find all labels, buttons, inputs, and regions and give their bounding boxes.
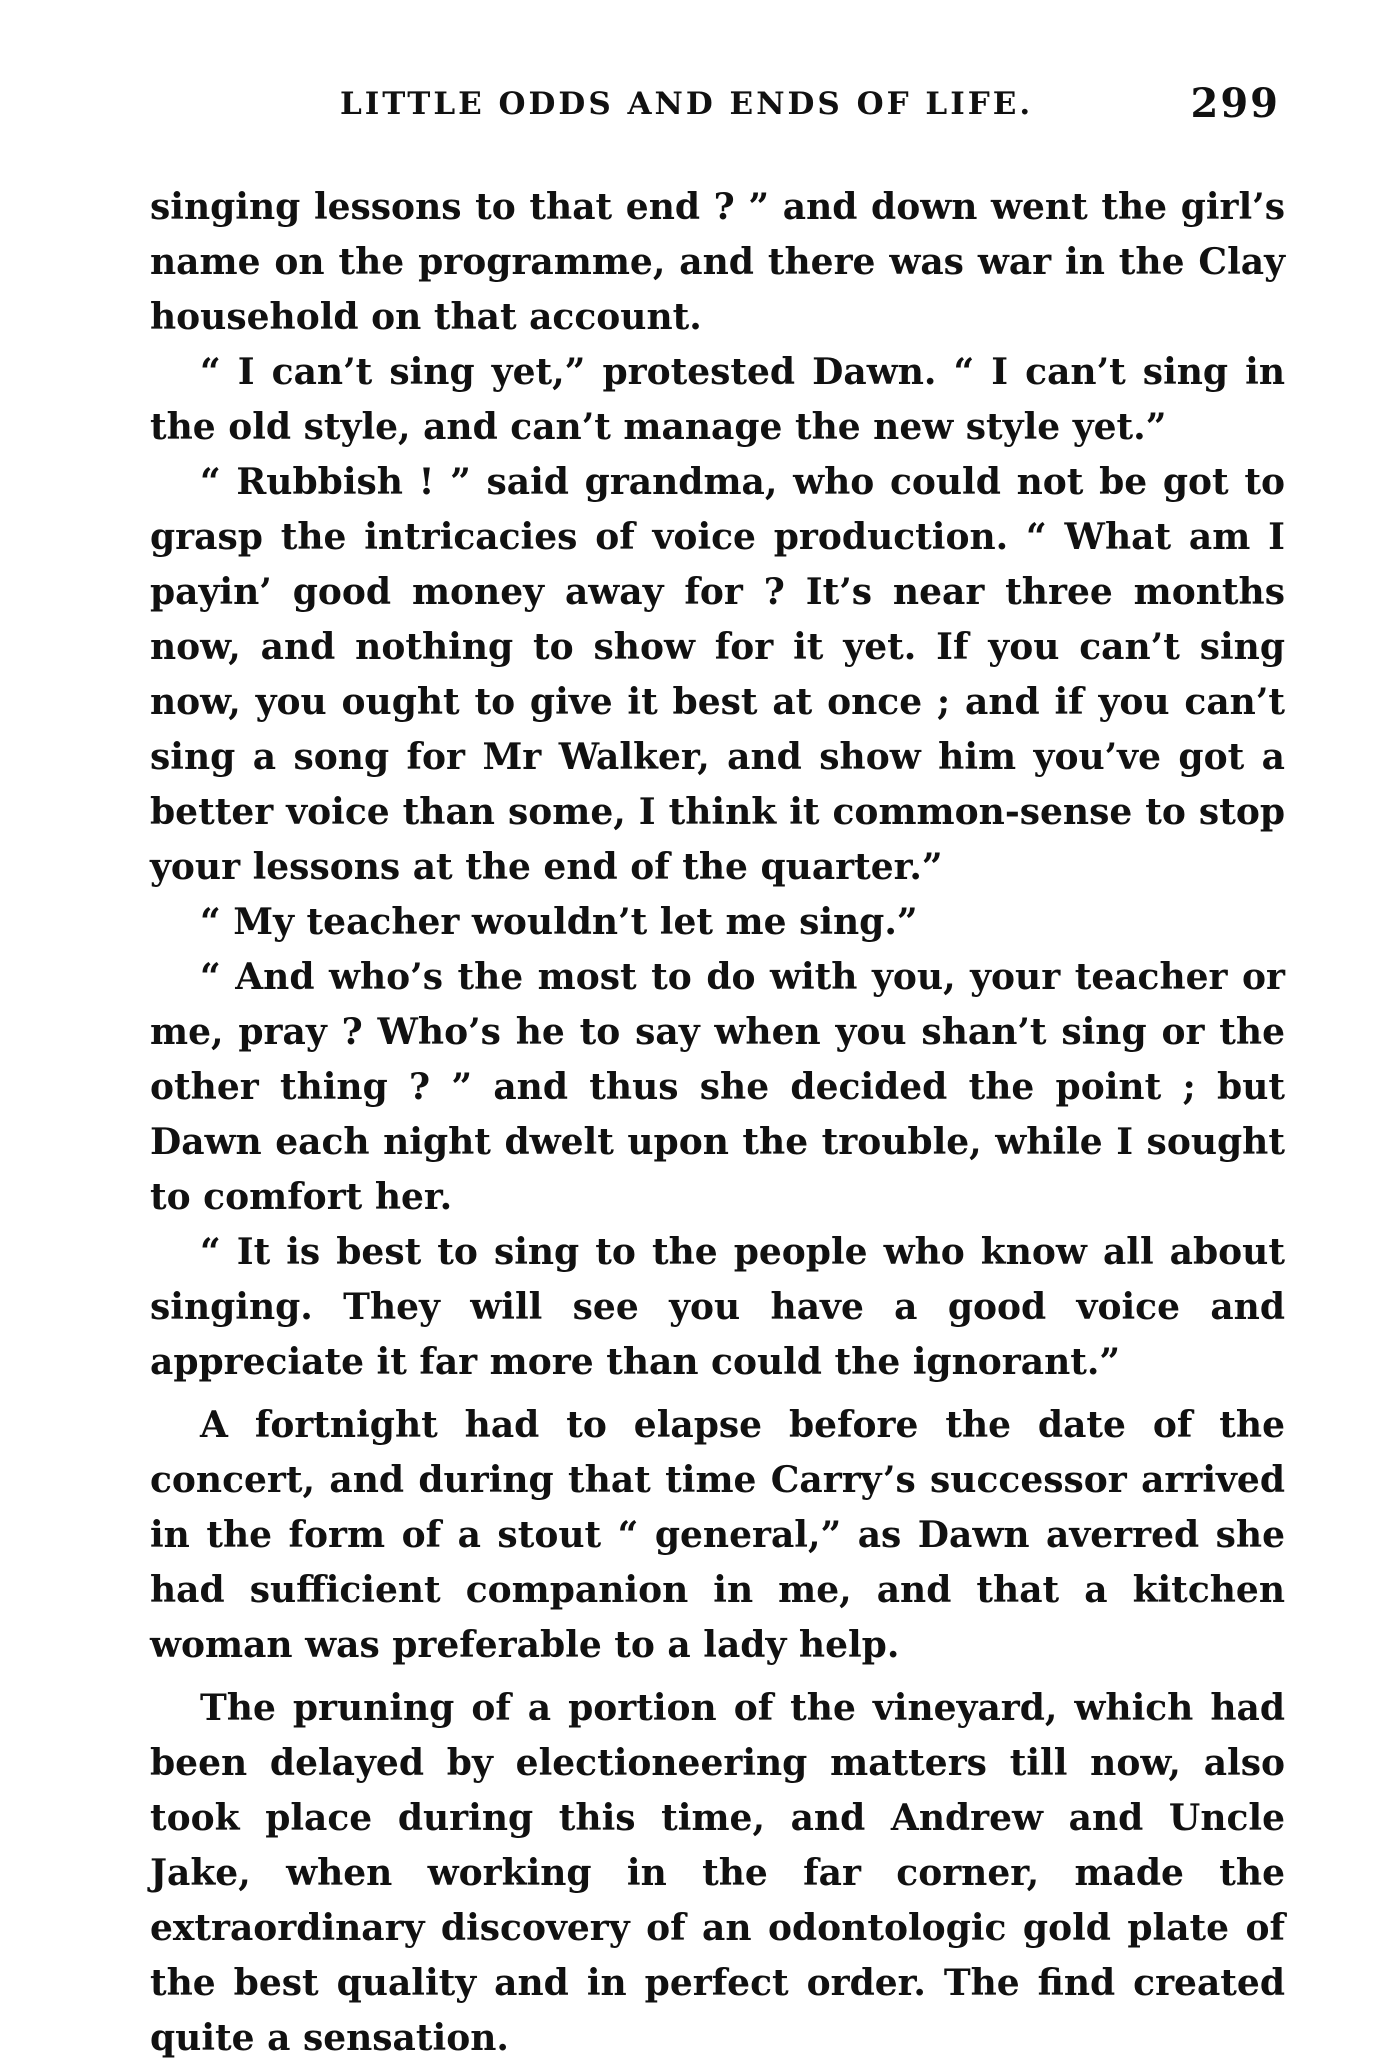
paragraph: The pruning of a portion of the vineyard, which had been delayed by electioneering matters till now, also took place during this time, and Andrew and Uncle Jake, when working in the far corner, made the extraordinary discovery of an odontologic gold plate of the best quality and in perfect order. The find created quite a sensation. <box>150 1687 1285 2059</box>
paragraph: singing lessons to that end ? ” and down went the girl’s name on the programme, and there was war in the Clay household on that account. <box>150 186 1285 338</box>
page-number: 299 <box>1190 80 1280 127</box>
body-text <box>150 180 1285 2066</box>
paragraph: “ My teacher wouldn’t let me sing.” <box>200 901 918 943</box>
paragraph: A fortnight had to elapse before the date of the concert, and during that time Carry’s successor arrived in the form of a stout “ general,” as Dawn averred she had sufficient companion in me, and that a kitchen woman was preferable to a lady help. <box>150 1404 1285 1666</box>
running-head <box>150 80 1285 140</box>
running-title: LITTLE ODDS AND ENDS OF LIFE. <box>340 86 1034 122</box>
paragraph: “ I can’t sing yet,” protested Dawn. “ I can’t sing in the old style, and can’t manage the new style yet.” <box>150 351 1285 448</box>
paragraph: “ And who’s the most to do with you, your teacher or me, pray ? Who’s he to say when you shan’t sing or the other thing ? ” and thus she decided the point ; but Dawn each night dwelt upon the trouble, while I sought to comfort her. <box>150 956 1285 1218</box>
paragraph: “ Rubbish ! ” said grandma, who could not be got to grasp the intricacies of voice production. “ What am I payin’ good money away for ? It’s near three months now, and nothing to show for it yet. If you can’t sing now, you ought to give it best at once ; and if you can’t sing a song for Mr Walker, and show him you’ve got a better voice than some, I think it common-sense to stop your lessons at the end of the quarter.” <box>150 461 1285 888</box>
paragraph: “ It is best to sing to the people who know all about singing. They will see you have a good voice and appreciate it far more than could the ignorant.” <box>150 1231 1285 1383</box>
